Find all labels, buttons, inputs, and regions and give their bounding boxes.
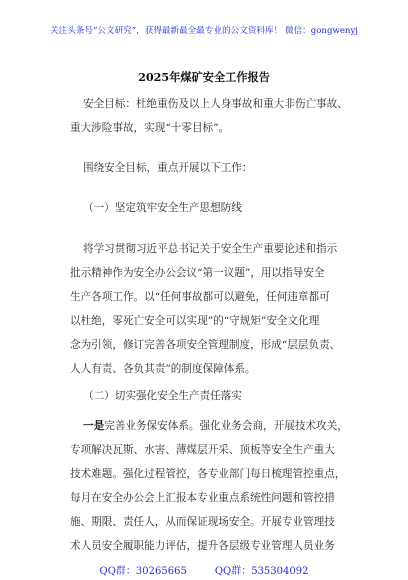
qq-group-2: QQ群：535304092 <box>214 566 309 577</box>
lead-bold-text: 一是 <box>83 420 105 432</box>
section-heading: （二）切实强化安全生产责任落实 <box>83 390 242 402</box>
paragraph-line <box>83 416 373 436</box>
paragraph-line: 术人员安全履职能力评估，提升各层级专业管理人员业务 <box>70 540 335 552</box>
paragraph-line: 每月在安全办公会上汇报本专业重点系统性问题和管控措 <box>70 492 335 504</box>
paragraph-line: 生产各项工作。以“任何事故都可以避免，任何违章都可 <box>70 291 330 303</box>
footer <box>0 562 408 577</box>
paragraph-line: 安全目标：杜绝重伤及以上人身事故和重大非伤亡事故、 <box>83 98 348 110</box>
paragraph-line: 施、期限、责任人，从而保证现场安全。开展专业管理技 <box>70 516 335 528</box>
paragraph-line: 人人有责、各负其责”的制度保障体系。 <box>70 363 256 375</box>
document-title: 2025年煤矿安全工作报告 <box>138 70 270 84</box>
paragraph-line: 以杜绝，零死亡安全可以实现”的“守规矩”安全文化理 <box>70 315 320 327</box>
header-banner: 关注头条号“公文研究”，获得最新最全最专业的公文资料库！ 微信：gongwenyj <box>50 26 358 36</box>
section-heading: （一）坚定筑牢安全生产思想防线 <box>83 202 242 214</box>
paragraph-line: 围绕安全目标，重点开展以下工作： <box>83 162 253 174</box>
paragraph-line: 念为引领，修订完善各项安全管理制度，形成“层层负责、 <box>70 339 341 351</box>
paragraph-line: 批示精神作为安全办公会议“第一议题”，用以指导安全 <box>70 267 325 279</box>
paragraph-line: 将学习贯彻习近平总书记关于安全生产重要论述和指示 <box>83 243 338 255</box>
paragraph-line: 重大涉险事故，实现“十零目标”。 <box>70 122 230 134</box>
qq-group-1: QQ群：30265665 <box>99 566 187 577</box>
paragraph-line: 专项解决瓦斯、水害、薄煤层开采、顶板等安全生产重大 <box>70 444 335 456</box>
paragraph-line: 技术难题。强化过程管控，各专业部门每日梳理管控重点， <box>70 468 346 480</box>
paragraph-line-text: 完善业务保安体系。强化业务会商，开展技术攻关， <box>104 420 348 432</box>
